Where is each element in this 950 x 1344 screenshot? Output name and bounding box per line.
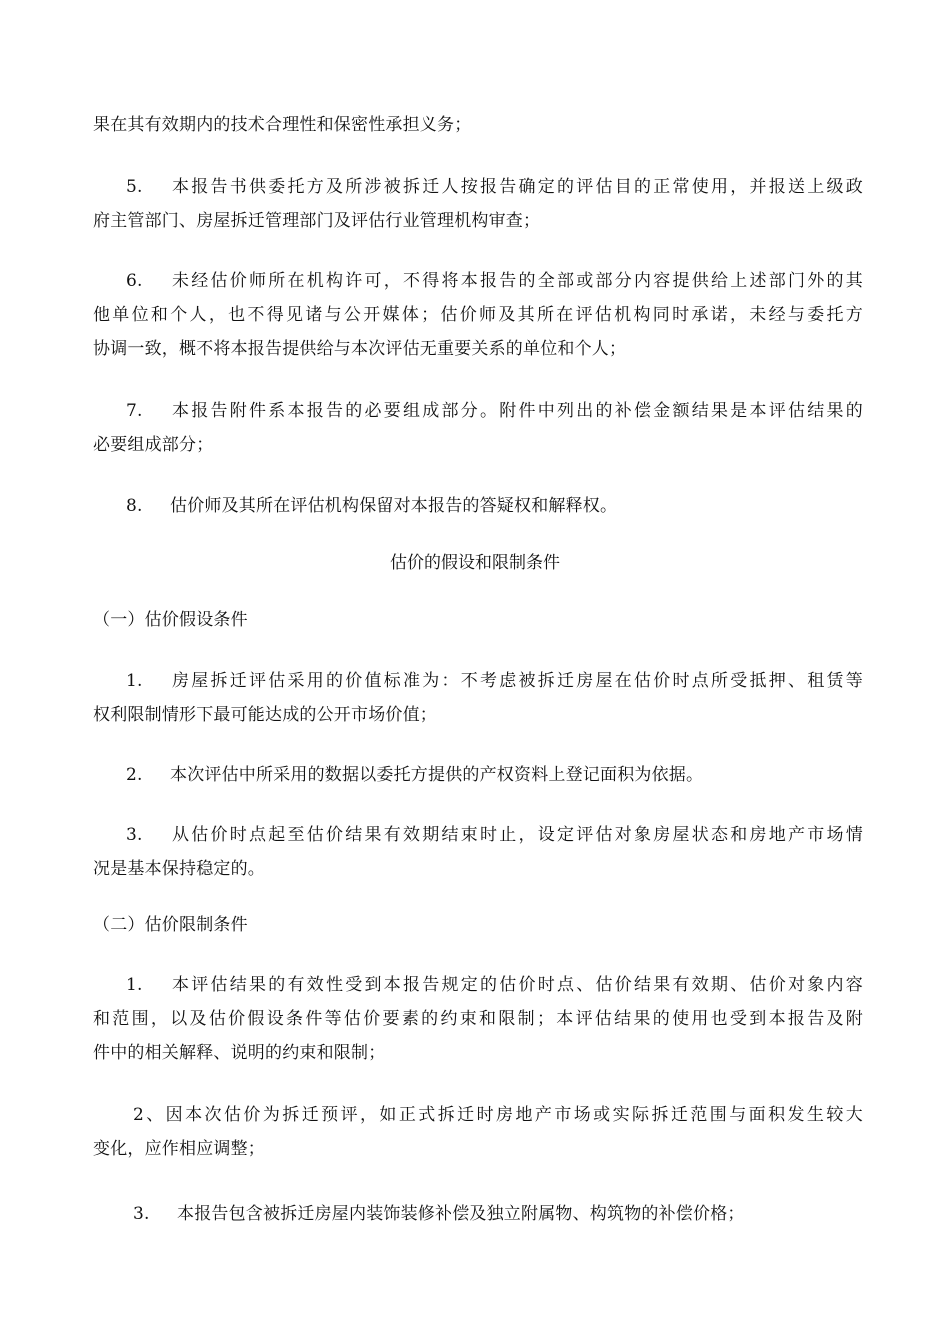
- item-number: 8.: [126, 496, 143, 516]
- paragraph-line: 和范围，以及估价假设条件等估价要素的约束和限制；本评估结果的使用也受到本报告及附: [93, 1009, 863, 1029]
- paragraph-line: 府主管部门、房屋拆迁管理部门及评估行业管理机构审查；: [93, 211, 541, 231]
- paragraph-line: [93, 664, 863, 698]
- paragraph-text: 本评估结果的有效性受到本报告规定的估价时点、估价结果有效期、估价对象内容: [170, 975, 863, 995]
- paragraph-line: [93, 758, 863, 792]
- paragraph-line: 件中的相关解释、说明的约束和限制；: [93, 1043, 386, 1063]
- item-number: 3.: [126, 825, 143, 845]
- item-number: 5.: [126, 177, 143, 197]
- item-number: 1.: [126, 975, 143, 995]
- paragraph-line: [93, 170, 863, 204]
- paragraph-line: [93, 394, 863, 428]
- paragraph-text: 未经估价师所在机构许可，不得将本报告的全部或部分内容提供给上述部门外的其: [170, 271, 863, 291]
- paragraph-line: [100, 1197, 870, 1231]
- paragraph-line: [93, 264, 863, 298]
- paragraph-text: 本次评估中所采用的数据以委托方提供的产权资料上登记面积为依据。: [170, 765, 704, 785]
- paragraph-line: 况是基本保持稳定的。: [93, 859, 265, 879]
- paragraph-line: [93, 968, 863, 1002]
- paragraph-text: 本报告包含被拆迁房屋内装饰装修补偿及独立附属物、构筑物的补偿价格；: [177, 1204, 745, 1224]
- paragraph-line: 变化，应作相应调整；: [93, 1139, 265, 1159]
- paragraph-line: 他单位和个人，也不得见诸与公开媒体；估价师及其所在评估机构同时承诺，未经与委托方: [93, 305, 863, 325]
- paragraph-line: 必要组成部分；: [93, 435, 214, 455]
- paragraph-text: 本报告书供委托方及所涉被拆迁人按报告确定的评估目的正常使用，并报送上级政: [170, 177, 863, 197]
- subsection-heading: （二）估价限制条件: [93, 915, 248, 935]
- paragraph-text: 估价师及其所在评估机构保留对本报告的答疑权和解释权。: [170, 496, 618, 516]
- paragraph-line: 2、因本次估价为拆迁预评，如正式拆迁时房地产市场或实际拆迁范围与面积发生较大: [133, 1105, 863, 1125]
- paragraph-text: 房屋拆迁评估采用的价值标准为：不考虑被拆迁房屋在估价时点所受抵押、租赁等: [170, 671, 863, 691]
- item-number: 3.: [133, 1204, 150, 1224]
- item-number: 2.: [126, 765, 143, 785]
- paragraph-text: 本报告附件系本报告的必要组成部分。附件中列出的补偿金额结果是本评估结果的: [170, 401, 863, 421]
- section-title: 估价的假设和限制条件: [390, 553, 560, 573]
- paragraph-text: 从估价时点起至估价结果有效期结束时止，设定评估对象房屋状态和房地产市场情: [170, 825, 863, 845]
- paragraph-line: 果在其有效期内的技术合理性和保密性承担义务；: [93, 115, 472, 135]
- paragraph-line: [93, 818, 863, 852]
- item-number: 1.: [126, 671, 143, 691]
- subsection-heading: （一）估价假设条件: [93, 610, 248, 630]
- paragraph-line: 权利限制情形下最可能达成的公开市场价值；: [93, 705, 437, 725]
- paragraph-line: 协调一致，概不将本报告提供给与本次评估无重要关系的单位和个人；: [93, 339, 627, 359]
- item-number: 7.: [126, 401, 143, 421]
- item-number: 6.: [126, 271, 143, 291]
- paragraph-line: [93, 489, 863, 523]
